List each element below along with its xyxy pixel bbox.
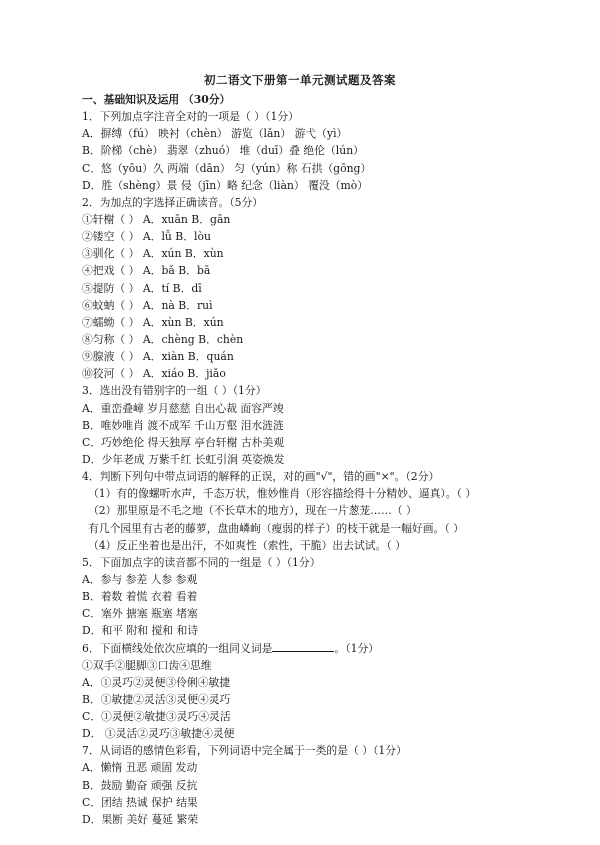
sub-item: （1）有的像螺听水声，千态万状，惟妙惟肖（形容描绘得十分精妙、逼真）。（ ） — [88, 487, 477, 501]
answer-option: A．摒缚（fú） 映衬（chèn） 游览（lǎn） 游弋（yì） — [82, 127, 348, 141]
answer-option: A．①灵巧②灵便③伶俐④敏捷 — [82, 675, 231, 689]
answer-option: C．①灵便②敏捷③灵巧④灵活 — [82, 710, 231, 724]
sub-item: ①轩榭（ ） A．xuān B．gān — [82, 212, 231, 226]
question-text: 7．从词语的感情色彩看，下列词语中完全属于一类的是（ ）（1分） — [82, 744, 407, 758]
sub-item: ⑧匀称（ ） A．chèng B．chèn — [82, 332, 244, 346]
sub-item: ⑩狡河（ ） A．xiáo B．jiǎo — [82, 367, 226, 381]
sub-item: ②镂空（ ） A．lǚ B．lòu — [82, 230, 211, 244]
answer-option: D．少年老成 万紫千红 长虹引涧 英姿焕发 — [82, 452, 285, 466]
answer-option: B．①敏捷②灵活③灵便④灵巧 — [82, 692, 231, 706]
answer-option: B．唯妙唯肖 渡不成军 千山万壑 泪水涟涟 — [82, 418, 284, 432]
answer-option: A．懒惰 丑恶 顽固 发动 — [82, 761, 198, 775]
answer-option: B．鼓励 勤奋 顽强 反抗 — [82, 778, 198, 792]
answer-option: C．团结 热诚 保护 结果 — [82, 795, 198, 809]
question-text: 3．选出没有错别字的一组（ ）（1分） — [82, 384, 267, 398]
answer-option: B．着数 着慌 衣着 看着 — [82, 590, 198, 604]
sub-item: （4）反正坐着也是出汗，不如爽性（索性，干脆）出去试试。（ ） — [88, 538, 407, 552]
answer-option: A．参与 参差 人参 参观 — [82, 572, 198, 586]
answer-option: D．果断 美好 蔓延 繁荣 — [82, 812, 199, 826]
sub-item: ⑦蠕蚴（ ） A．xùn B．xún — [82, 315, 224, 329]
sub-item: （2）那里原是不毛之地（不长草木的地方），现在一片葱茏……（ ） — [88, 504, 417, 518]
question-text: 4．判断下列句中带点词语的解释的正误，对的画"√"，错的画"×"。（2分） — [82, 470, 440, 484]
question-text: 1．下列加点字注音全对的一项是（ ）（1分） — [82, 110, 299, 124]
answer-option: C．悠（yōu）久 两端（dān） 匀（yún）称 石拱（gōng） — [82, 161, 372, 175]
answer-option: B．阶梯（chè） 翡翠（zhuó） 堆（duī）叠 绝伦（lún） — [82, 144, 364, 158]
sub-item: ⑨腺液（ ） A．xiàn B．quán — [82, 350, 234, 364]
question-text: 6．下面横线处依次应填的一组同义词是 。（1分） — [82, 641, 380, 655]
answer-option: C．塞外 搪塞 瓶塞 堵塞 — [82, 607, 198, 621]
sub-item: ⑥蚊蚋（ ） A．nà B．ruì — [82, 298, 213, 312]
sub-item: ⑤提防（ ） A．tí B．dī — [82, 281, 202, 295]
answer-option: D． ①灵活②灵巧③敏捷④灵便 — [82, 727, 235, 741]
sub-item: ④把戏（ ） A．bǎ B．bā — [82, 264, 211, 278]
answer-option: A．重峦叠嶂 岁月慈慈 自出心裁 面容严竣 — [82, 401, 284, 415]
sub-item: 有几个园里有古老的藤萝，盘曲嶙峋（瘦弱的样子）的枝干就是一幅好画。（ ） — [88, 521, 464, 535]
answer-option: D．和平 附和 搅和 和诗 — [82, 624, 199, 638]
question-text: 5．下面加点字的读音都不同的一组是（ ）（1分） — [82, 555, 321, 569]
document-body — [82, 91, 552, 828]
sub-item: ①双手②腿脚③口齿④思维 — [82, 658, 212, 672]
section-heading: 一、基础知识及运用 （30分） — [82, 93, 231, 106]
fill-in-blank — [272, 640, 334, 652]
sub-item: ③驯化（ ） A．xún B．xùn — [82, 247, 224, 261]
document-title: 初二语文下册第一单元测试题及答案 — [204, 73, 396, 87]
answer-option: C．巧妙绝伦 得天独厚 亭台轩榭 古朴美观 — [82, 435, 285, 449]
answer-option: D．胜（shèng）景 侵（jīn）略 纪念（liàn） 覆没（mò） — [82, 178, 369, 192]
question-text: 2．为加点的字选择正确读音。（5分） — [82, 195, 264, 209]
